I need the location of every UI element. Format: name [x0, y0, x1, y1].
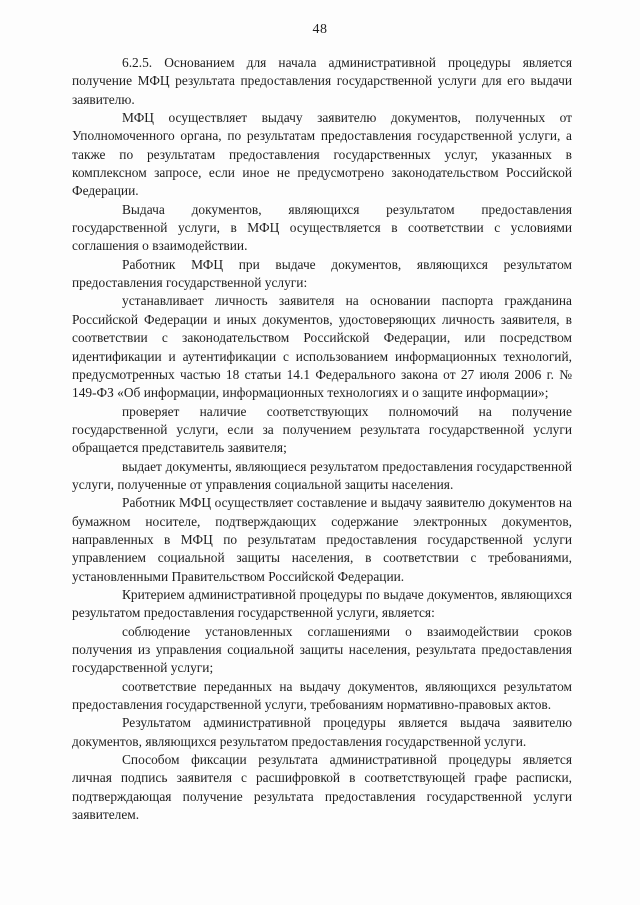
paragraph: соблюдение установленных соглашениями о взаимодействии сроков получения из управления социальной защиты населения, результата предоставления государственной услуги;: [72, 623, 572, 676]
paragraph: Выдача документов, являющихся результатом предоставления государственной услуги, в МФЦ осуществляется в соответствии с условиями соглашения о взаимодействии.: [72, 201, 572, 254]
paragraph: 6.2.5. Основанием для начала административной процедуры является получение МФЦ результата предоставления государственной услуги для его выдачи заявителю.: [72, 55, 572, 107]
paragraph: Работник МФЦ при выдаче документов, являющихся результатом предоставления государственной услуги:: [72, 256, 572, 291]
paragraph: выдает документы, являющиеся результатом предоставления государственной услуги, полученные от управления социальной защиты населения.: [72, 458, 572, 492]
paragraph: Работник МФЦ осуществляет составление и выдачу заявителю документов на бумажном носителе, подтверждающих содержание электронных документов, направленных в МФЦ по результатам предоставления государственной услуги управлением социальной защиты населения, в соответствии с требованиями, установленными Правительством Российской Федерации.: [72, 495, 572, 584]
page-body: [72, 54, 572, 824]
paragraph: МФЦ осуществляет выдачу заявителю документов, полученных от Уполномоченного органа, по результатам предоставления государственной услуги, а также по результатам предоставления государственных услуг, указанных в комплексном запросе, если иное не предусмотрено законодательством Российской Федерации.: [72, 110, 572, 199]
paragraph: Способом фиксации результата административной процедуры является личная подпись заявителя с расшифровкой в соответствующей графе расписки, подтверждающая получение результата предоставления государственной услуги заявителем.: [72, 752, 572, 823]
paragraph: проверяет наличие соответствующих полномочий на получение государственной услуги, если за получением результата государственной услуги обращается представитель заявителя;: [72, 403, 572, 456]
paragraph: Результатом административной процедуры является выдача заявителю документов, являющихся результатом предоставления государственной услуги.: [72, 715, 572, 749]
page-number: 48: [312, 22, 328, 37]
paragraph: устанавливает личность заявителя на основании паспорта гражданина Российской Федерации и иных документов, удостоверяющих личность заявителя, в соответствии с законодательством Российской Федерации, или посредством идентификации и аутентификации с использованием информационных технологий, предусмотренных частью 18 статьи 14.1 Федерального закона от 27 июля 2006 г. № 149-ФЗ «Об информации, информационных технологиях и о защите информации»;: [72, 293, 572, 401]
paragraph: Критерием административной процедуры по выдаче документов, являющихся результатом предоставления государственной услуги, является:: [72, 586, 572, 621]
paragraph: соответствие переданных на выдачу документов, являющихся результатом предоставления государственной услуги, требованиям нормативно-правовых актов.: [72, 678, 572, 713]
